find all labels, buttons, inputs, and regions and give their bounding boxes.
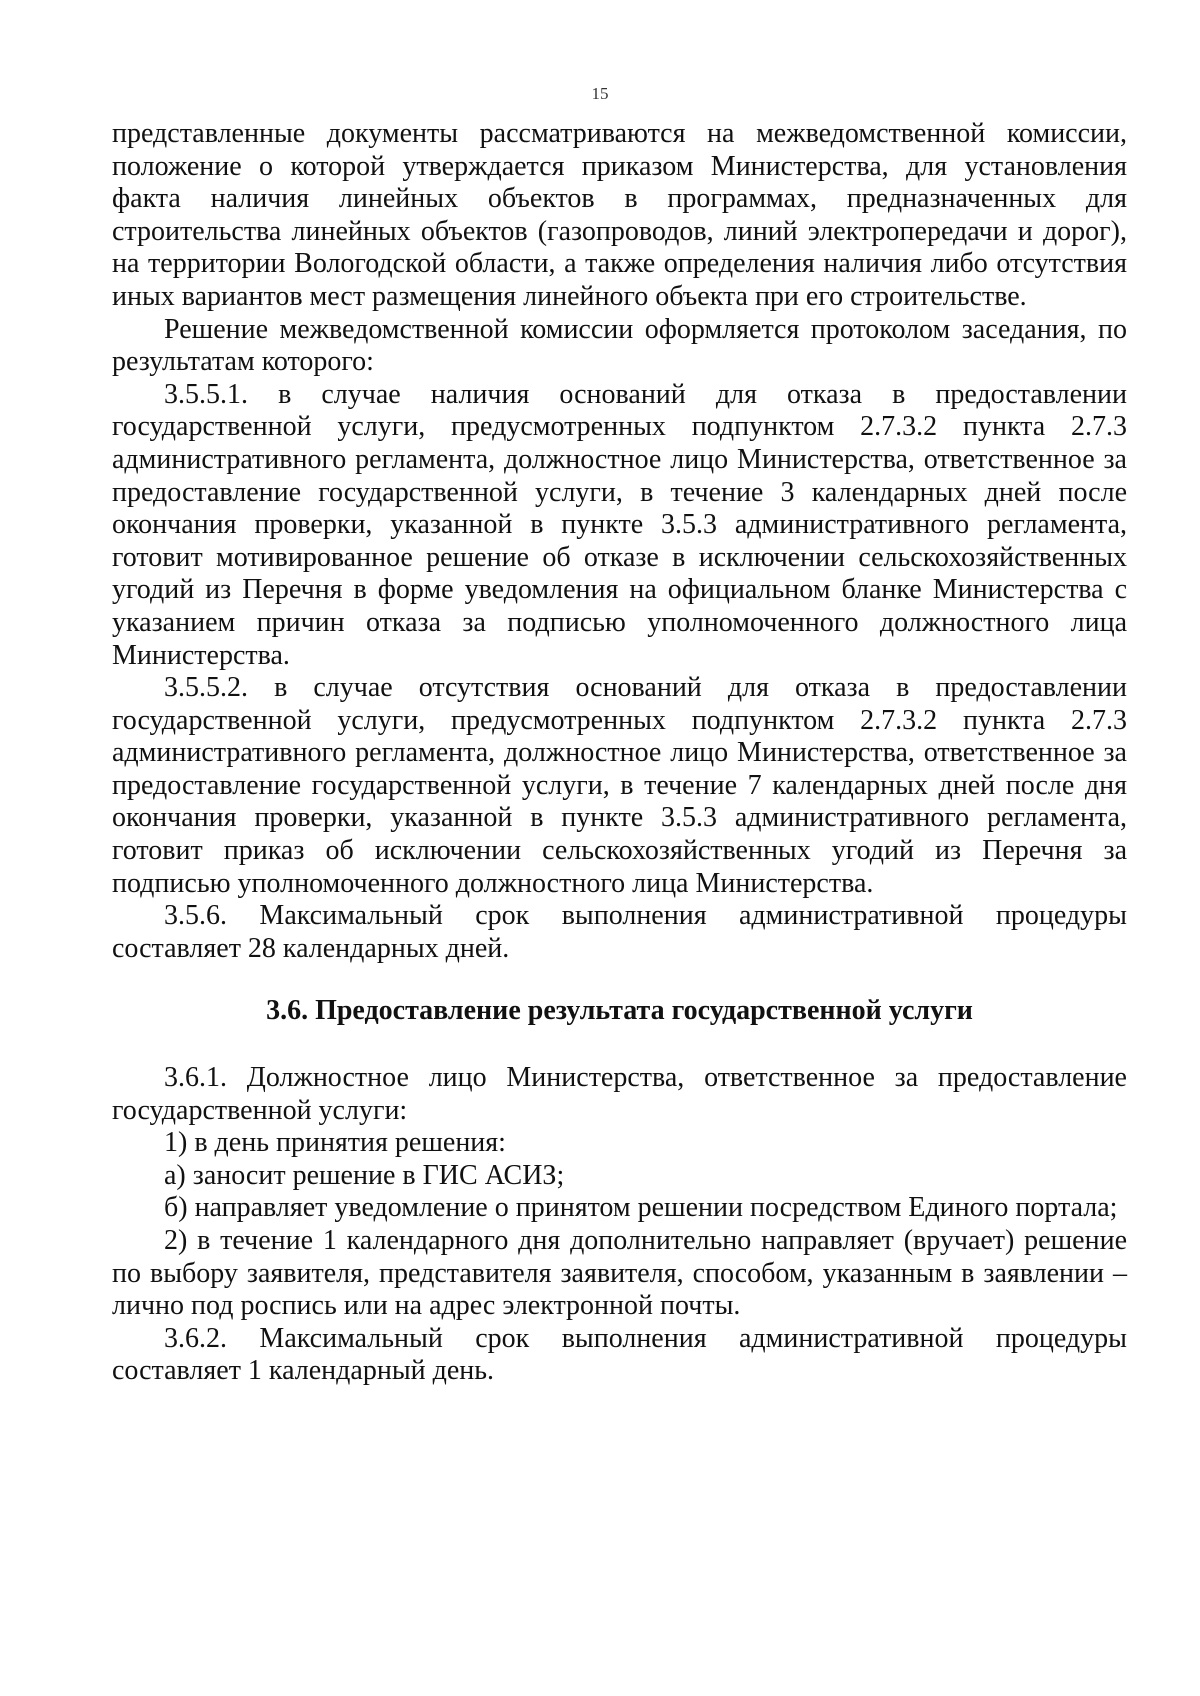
paragraph-3-5-5-1: 3.5.5.1. в случае наличия оснований для отказа в предоставлении государственной услуги, предусмотренных подпунктом 2.7.3.2 пункта 2.7.3 административного регламента, должностное лицо Министерства, ответственное за предоставление государственной услуги, в течение 3 календарных дней после окончания проверки, указанной в пункте 3.5.3 административного регламента, готовит мотивированное решение об отказе в исключении сельскохозяйственных угодий из Перечня в форме уведомления на официальном бланке Министерства с указанием причин отказа за подписью уполномоченного должностного лица Министерства. <box>112 378 1127 671</box>
page-number: 15 <box>591 84 609 103</box>
paragraph-commission-decision: Решение межведомственной комиссии оформляется протоколом заседания, по результатам которого: <box>112 313 1127 378</box>
paragraph-3-5-6: 3.5.6. Максимальный срок выполнения административной процедуры составляет 28 календарных дней. <box>112 900 1127 964</box>
paragraph-continuation: представленные документы рассматриваются на межведомственной комиссии, положение о которой утверждается приказом Министерства, для установления факта наличия линейных объектов в программах, предназначенных для строительства линейных объектов (газопроводов, линий электропередачи и дорог), на территории Вологодской области, а также определения наличия либо отсутствия иных вариантов мест размещения линейного объекта при его строительстве. <box>112 118 1127 312</box>
list-item-2: 2) в течение 1 календарного дня дополнительно направляет (вручает) решение по выбору заявителя, представителя заявителя, способом, указанным в заявлении – лично под роспись или на адрес электронной почты. <box>112 1225 1127 1322</box>
list-item-1b: б) направляет уведомление о принятом решении посредством Единого портала; <box>164 1192 1118 1224</box>
section-heading: 3.6. Предоставление результата государственной услуги <box>266 995 973 1027</box>
paragraph-3-5-5-2: 3.5.5.2. в случае отсутствия оснований для отказа в предоставлении государственной услуги, предусмотренных подпунктом 2.7.3.2 пункта 2.7.3 административного регламента, должностное лицо Министерства, ответственное за предоставление государственной услуги, в течение 7 календарных дней после дня окончания проверки, указанной в пункте 3.5.3 административного регламента, готовит приказ об исключении сельскохозяйственных угодий из Перечня за подписью уполномоченного должностного лица Министерства. <box>112 672 1127 899</box>
list-item-1: 1) в день принятия решения: <box>164 1127 506 1159</box>
list-item-1a: а) заносит решение в ГИС АСИЗ; <box>164 1159 565 1191</box>
paragraph-3-6-1: 3.6.1. Должностное лицо Министерства, ответственное за предоставление государственной услуги: <box>112 1062 1127 1126</box>
paragraph-3-6-2: 3.6.2. Максимальный срок выполнения административной процедуры составляет 1 календарный день. <box>112 1322 1127 1387</box>
document-body <box>112 118 1127 1388</box>
